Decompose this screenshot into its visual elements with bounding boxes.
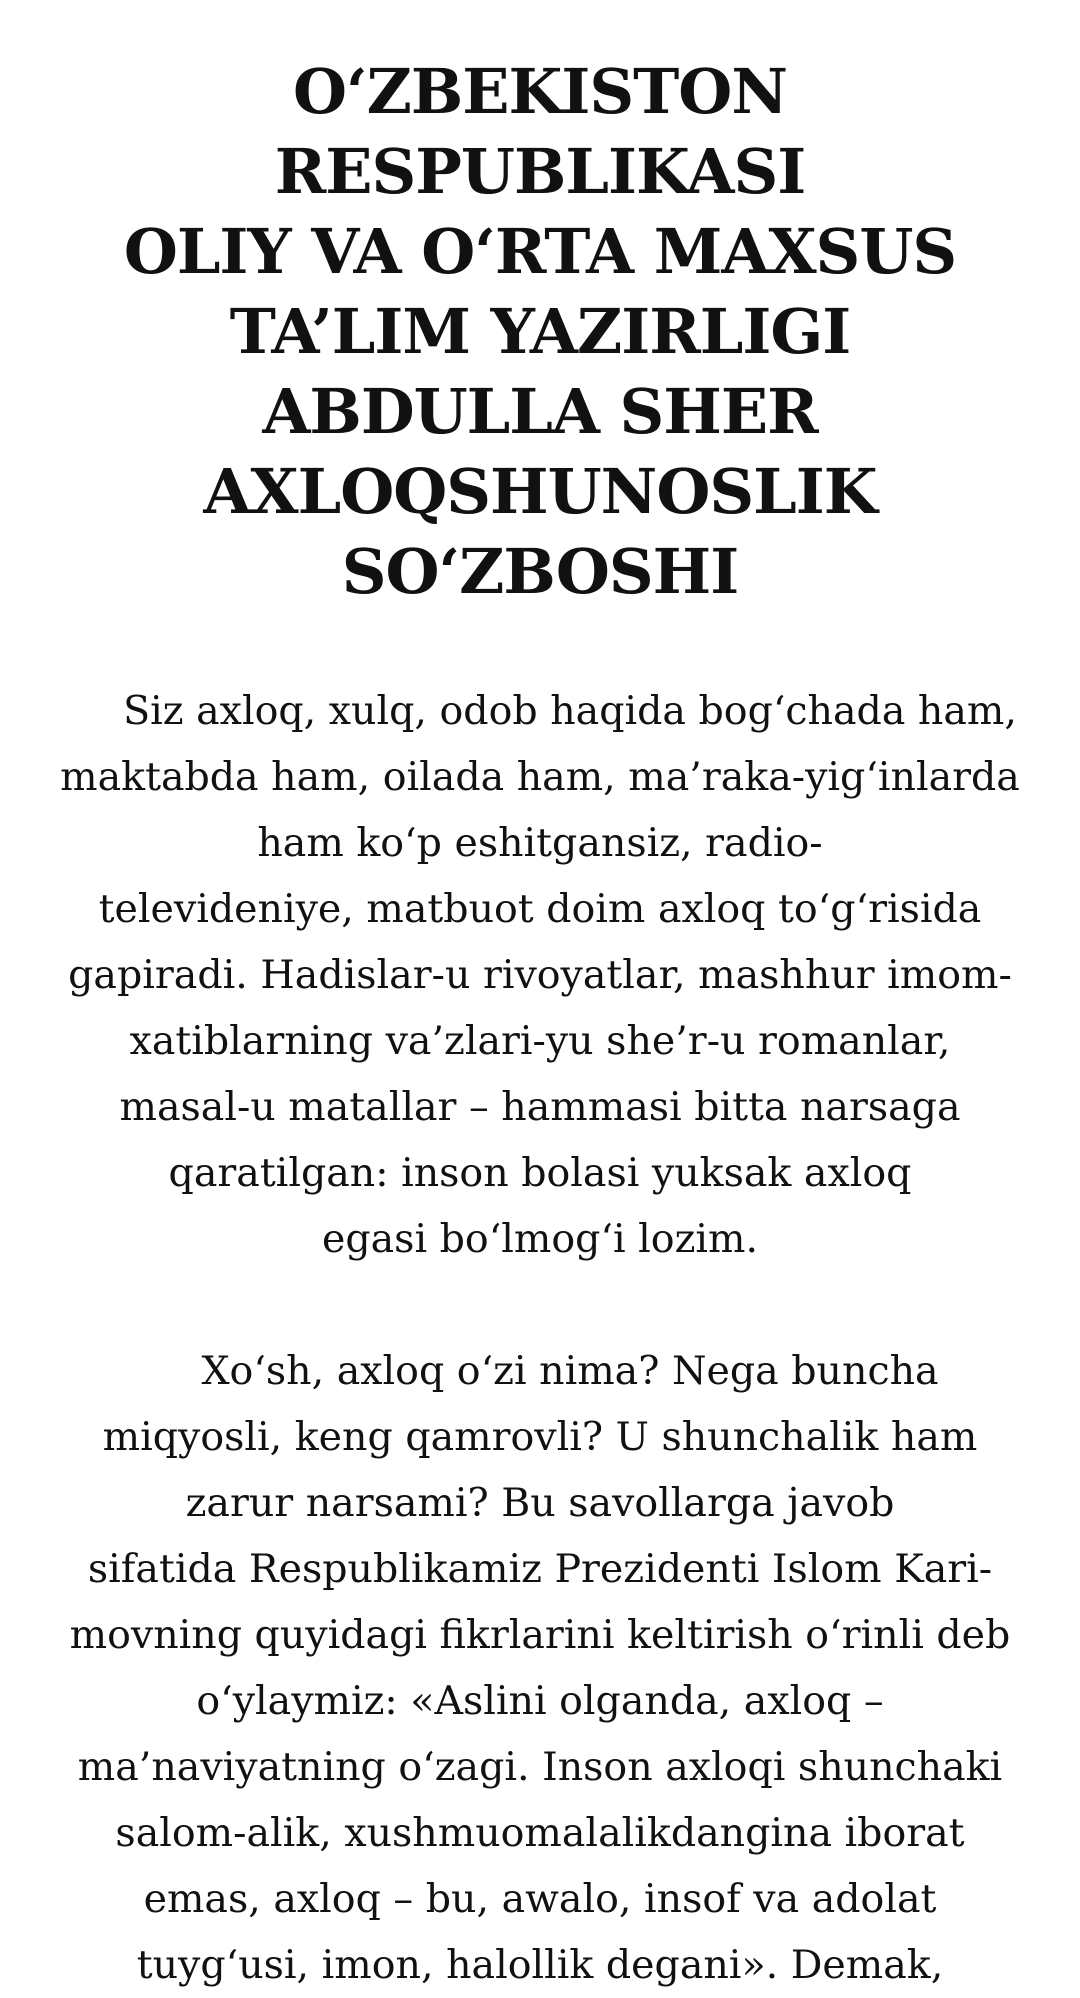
paragraph-2 bbox=[48, 1338, 1032, 1998]
title-line-2: OLIY VA O‘RTA MAXSUS bbox=[123, 215, 957, 288]
document-body bbox=[48, 678, 1032, 1998]
paragraph-1-line-7: masal-u matallar – hammasi bitta narsaga bbox=[119, 1084, 961, 1130]
paragraph-2-line-6: o‘ylaymiz: «Aslini olganda, axloq – bbox=[196, 1678, 884, 1724]
title-line-3: TA’LIM YAZIRLIGI bbox=[229, 295, 851, 368]
document-title bbox=[48, 52, 1032, 612]
title-line-5: AXLOQSHUNOSLIK bbox=[203, 455, 877, 528]
paragraph-1-line-1: Siz axloq, xulq, odob haqida bog‘chada ham, bbox=[123, 688, 1017, 734]
paragraph-1-line-8: qaratilgan: inson bolasi yuksak axloq bbox=[168, 1150, 912, 1196]
paragraph-2-line-3: zarur narsami? Bu savollarga javob bbox=[185, 1480, 895, 1526]
paragraph-2-line-5: movning quyidagi fikrlarini keltirish o‘rinli deb bbox=[69, 1612, 1011, 1658]
title-line-1: O‘ZBEKISTON RESPUBLIKASI bbox=[274, 55, 806, 208]
paragraph-2-line-4: sifatida Respublikamiz Prezidenti Islom Kari- bbox=[87, 1546, 993, 1592]
paragraph-1-line-4: televideniye, matbuot doim axloq to‘g‘risida bbox=[98, 886, 982, 932]
paragraph-2-line-10: tuyg‘usi, imon, halollik degani». Demak, bbox=[136, 1942, 944, 1988]
paragraph-1-line-9: egasi bo‘lmog‘i lozim. bbox=[321, 1216, 759, 1262]
paragraph-1 bbox=[48, 678, 1032, 1272]
paragraph-2-line-1: Xo‘sh, axloq o‘zi nima? Nega buncha bbox=[201, 1348, 939, 1394]
paragraph-1-line-6: xatiblarning va’zlari-yu she’r-u romanlar, bbox=[129, 1018, 951, 1064]
title-line-4: ABDULLA SHER bbox=[262, 375, 818, 448]
paragraph-1-line-3: ham ko‘p eshitgansiz, radio- bbox=[257, 820, 823, 866]
paragraph-2-line-9: emas, axloq – bu, awalo, insof va adolat bbox=[143, 1876, 937, 1922]
paragraph-1-line-2: maktabda ham, oilada ham, ma’raka-yig‘inlarda bbox=[60, 754, 1020, 800]
title-line-6: SO‘ZBOSHI bbox=[341, 535, 739, 608]
paragraph-2-line-8: salom-alik, xushmuomalalikdangina iborat bbox=[115, 1810, 965, 1856]
paragraph-1-line-5: gapiradi. Hadislar-u rivoyatlar, mashhur imom- bbox=[68, 952, 1012, 998]
paragraph-2-line-7: ma’naviyatning o‘zagi. Inson axloqi shunchaki bbox=[77, 1744, 1003, 1790]
paragraph-2-line-2: miqyosli, keng qamrovli? U shunchalik ham bbox=[102, 1414, 978, 1460]
